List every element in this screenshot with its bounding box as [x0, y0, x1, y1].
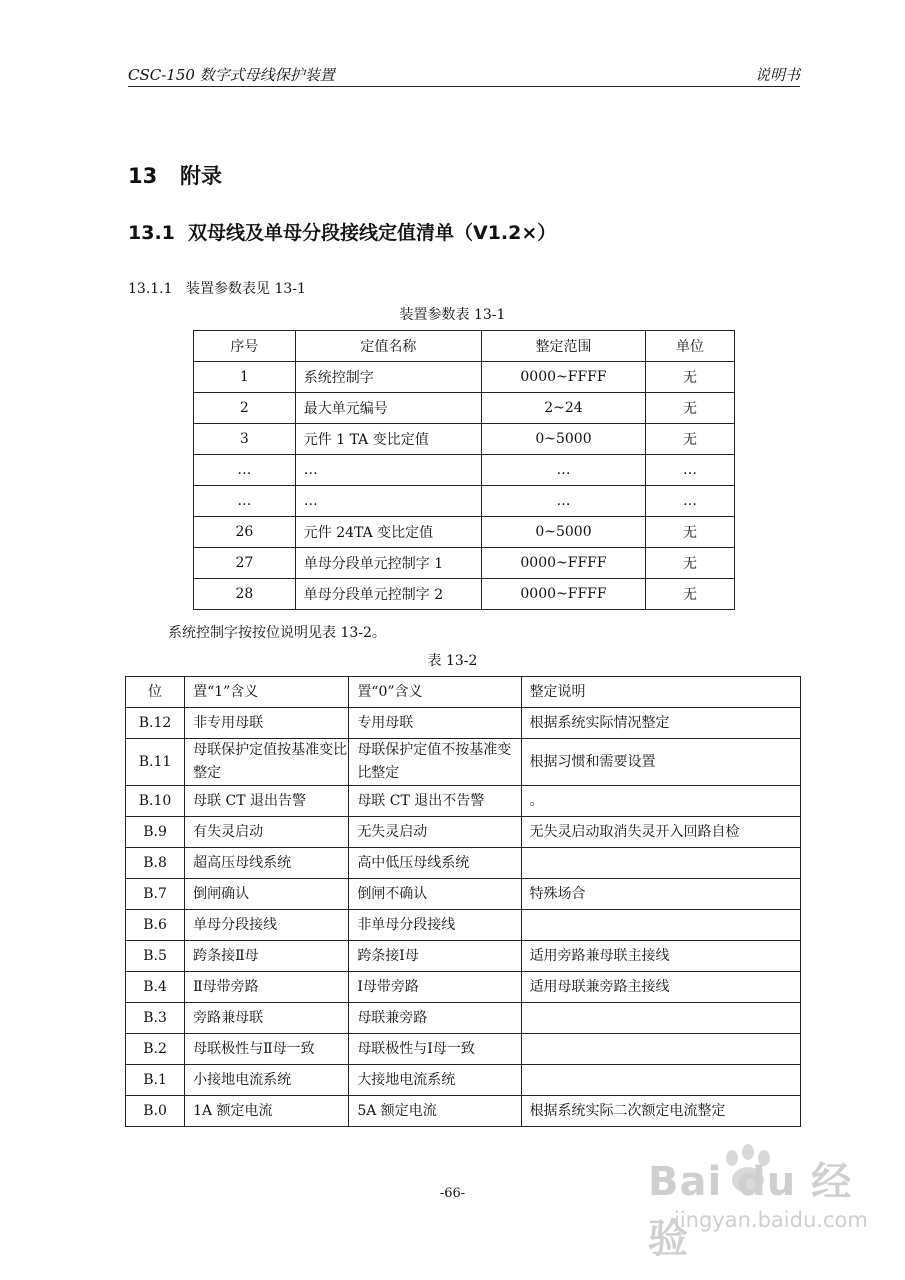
subsub-number: 13.1.1	[128, 281, 173, 297]
table2-caption: 表 13-2	[427, 653, 478, 669]
subsection-title: 双母线及单母分段接线定值清单（V1.2×）	[188, 222, 557, 244]
table2-row	[126, 786, 801, 817]
table2-cell	[521, 1065, 800, 1096]
watermark-logo: Bai du 经验	[648, 1159, 853, 1262]
table1-cell: 无	[645, 517, 734, 548]
table2-cell: 旁路兼母联	[185, 1003, 349, 1034]
table1-cell: …	[645, 486, 734, 517]
table2-cell: 跨条接Ⅱ母	[185, 941, 349, 972]
table2-cell: 专用母联	[349, 708, 521, 739]
table1-cell: 0000~FFFF	[482, 548, 646, 579]
table2-cell: 5A 额定电流	[349, 1096, 521, 1127]
table2-cell: 母联保护定值按基准变比整定	[185, 739, 349, 786]
table1-header-cell: 定值名称	[295, 331, 481, 362]
table2-cell: 大接地电流系统	[349, 1065, 521, 1096]
table2-cell: B.1	[126, 1065, 185, 1096]
table1-cell: 无	[645, 362, 734, 393]
table1-row	[194, 455, 735, 486]
table1-cell: 0~5000	[482, 517, 646, 548]
table1-cell: …	[645, 455, 734, 486]
header-title: CSC-150 数字式母线保护装置	[128, 66, 335, 84]
table2-cell: 母联保护定值不按基准变比整定	[349, 739, 521, 786]
table1-cell: 最大单元编号	[295, 393, 481, 424]
device-parameter-table	[193, 330, 735, 610]
table1-cell: 0000~FFFF	[482, 362, 646, 393]
table2-cell: 根据系统实际二次额定电流整定	[521, 1096, 800, 1127]
table2-cell: 单母分段接线	[185, 910, 349, 941]
table2-cell	[521, 848, 800, 879]
table2-header-cell: 整定说明	[521, 677, 800, 708]
table1-row	[194, 424, 735, 455]
table2-cell: 非单母分段接线	[349, 910, 521, 941]
table2-cell	[521, 910, 800, 941]
table2-cell: 超高压母线系统	[185, 848, 349, 879]
table1-cell: 1	[194, 362, 296, 393]
table1-row	[194, 362, 735, 393]
table2-cell	[521, 1034, 800, 1065]
table1-cell: …	[482, 455, 646, 486]
table1-cell: 无	[645, 424, 734, 455]
table2-cell: B.6	[126, 910, 185, 941]
table2-row	[126, 1096, 801, 1127]
table2-header-cell: 置“1”含义	[185, 677, 349, 708]
table1-cell: 元件 1 TA 变比定值	[295, 424, 481, 455]
table2-reference-note: 系统控制字按按位说明见表 13-2。	[168, 625, 386, 641]
table2-cell: B.4	[126, 972, 185, 1003]
table2-cell: B.8	[126, 848, 185, 879]
table1-cell: …	[194, 455, 296, 486]
table2-cell: B.2	[126, 1034, 185, 1065]
table1-cell: 系统控制字	[295, 362, 481, 393]
table1-cell: 单母分段单元控制字 1	[295, 548, 481, 579]
table2-row	[126, 848, 801, 879]
table2-cell: B.12	[126, 708, 185, 739]
table2-header-cell: 置“0”含义	[349, 677, 521, 708]
page-header	[128, 62, 800, 87]
table1-row	[194, 579, 735, 610]
table2-cell: 母联极性与Ⅱ母一致	[185, 1034, 349, 1065]
table1-header-cell: 整定范围	[482, 331, 646, 362]
table2-cell: B.0	[126, 1096, 185, 1127]
table2-cell: 无失灵启动	[349, 817, 521, 848]
table2-row	[126, 941, 801, 972]
table1-cell: …	[295, 455, 481, 486]
table2-cell: 母联 CT 退出告警	[185, 786, 349, 817]
table2-cell: 根据习惯和需要设置	[521, 739, 800, 786]
table2-row	[126, 879, 801, 910]
table1-header-cell: 单位	[645, 331, 734, 362]
table1-cell: 无	[645, 579, 734, 610]
table2-header-cell: 位	[126, 677, 185, 708]
table2-cell: B.7	[126, 879, 185, 910]
table2-row	[126, 1065, 801, 1096]
table1-header-cell: 序号	[194, 331, 296, 362]
subsection-number: 13.1	[128, 222, 175, 244]
section-heading	[128, 160, 222, 190]
subsubsection-heading	[128, 278, 306, 298]
table1-cell: …	[482, 486, 646, 517]
table1-caption: 装置参数表 13-1	[399, 307, 506, 323]
table2-cell: B.9	[126, 817, 185, 848]
section-title: 附录	[180, 164, 222, 188]
table1-row	[194, 393, 735, 424]
table1-row	[194, 548, 735, 579]
table2-cell: Ⅰ母带旁路	[349, 972, 521, 1003]
control-word-bit-table	[125, 676, 801, 1127]
table2-cell	[521, 1003, 800, 1034]
section-number: 13	[128, 164, 158, 188]
table1-cell: …	[194, 486, 296, 517]
header-right: 说明书	[754, 66, 800, 84]
baidu-jingyan-watermark	[630, 1150, 890, 1262]
table2-cell: 特殊场合	[521, 879, 800, 910]
table1-cell: 无	[645, 548, 734, 579]
table1-cell: 28	[194, 579, 296, 610]
table2-row	[126, 708, 801, 739]
table2-cell: 母联 CT 退出不告警	[349, 786, 521, 817]
table2-cell: 母联兼旁路	[349, 1003, 521, 1034]
table2-header-row	[126, 677, 801, 708]
table2-cell: 无失灵启动取消失灵开入回路自检	[521, 817, 800, 848]
table1-cell: 0000~FFFF	[482, 579, 646, 610]
table1-row	[194, 486, 735, 517]
subsection-heading	[128, 218, 556, 245]
table1-cell: 26	[194, 517, 296, 548]
table2-cell: B.11	[126, 739, 185, 786]
table2-cell: 适用母联兼旁路主接线	[521, 972, 800, 1003]
table2-row	[126, 739, 801, 786]
table2-cell: B.3	[126, 1003, 185, 1034]
table2-row	[126, 910, 801, 941]
table2-row	[126, 817, 801, 848]
table2-cell: 高中低压母线系统	[349, 848, 521, 879]
table2-cell: 母联极性与Ⅰ母一致	[349, 1034, 521, 1065]
table2-cell: 适用旁路兼母联主接线	[521, 941, 800, 972]
table1-cell: 单母分段单元控制字 2	[295, 579, 481, 610]
page-number: -66-	[439, 1186, 466, 1201]
table1-cell: 2	[194, 393, 296, 424]
table1-header-row	[194, 331, 735, 362]
table2-cell: 小接地电流系统	[185, 1065, 349, 1096]
table1-cell: 27	[194, 548, 296, 579]
table2-cell: B.5	[126, 941, 185, 972]
table1-cell: 无	[645, 393, 734, 424]
table1-cell: 0~5000	[482, 424, 646, 455]
table1-cell: 2~24	[482, 393, 646, 424]
table2-cell: B.10	[126, 786, 185, 817]
table1-row	[194, 517, 735, 548]
table1-cell: 元件 24TA 变比定值	[295, 517, 481, 548]
table2-cell: 1A 额定电流	[185, 1096, 349, 1127]
table2-cell: 有失灵启动	[185, 817, 349, 848]
table2-cell: 倒闸确认	[185, 879, 349, 910]
table2-cell: 非专用母联	[185, 708, 349, 739]
table1-cell: 3	[194, 424, 296, 455]
watermark-url: jingyan.baidu.com	[674, 1208, 868, 1232]
table2-row	[126, 1034, 801, 1065]
table2-cell: 跨条接Ⅰ母	[349, 941, 521, 972]
table2-cell: Ⅱ母带旁路	[185, 972, 349, 1003]
table2-cell: 倒闸不确认	[349, 879, 521, 910]
table2-cell: 。	[521, 786, 800, 817]
table2-row	[126, 1003, 801, 1034]
subsub-title: 装置参数表见 13-1	[186, 281, 306, 297]
table2-cell: 根据系统实际情况整定	[521, 708, 800, 739]
table2-row	[126, 972, 801, 1003]
table1-cell: …	[295, 486, 481, 517]
